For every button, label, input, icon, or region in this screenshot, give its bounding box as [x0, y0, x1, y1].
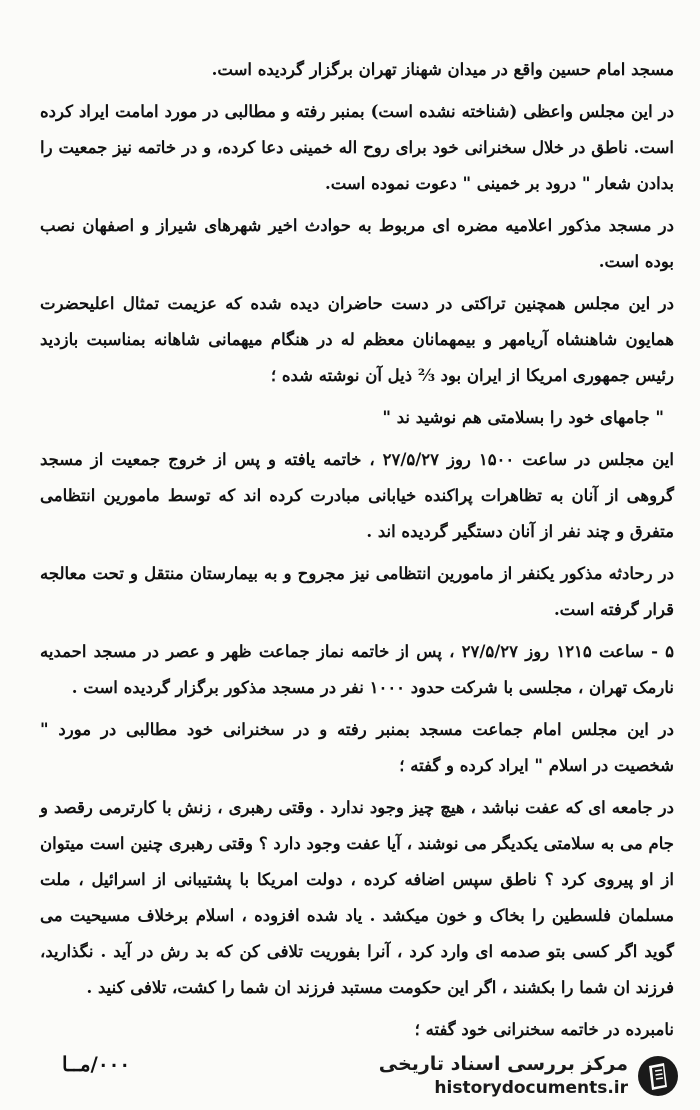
paragraph: نامبرده در خاتمه سخنرانی خود گفته ؛	[414, 1020, 674, 1039]
watermark-url: historydocuments.ir	[434, 1078, 628, 1098]
paragraph: این مجلس در ساعت ۱۵۰۰ روز ۲۷/۵/۲۷ ، خاتمه یافته و پس از خروج جمعیت از مسجد گروهی از آنان به تظاهرات پراکنده خیابانی مبادرت کرده اند که توسط مامورین انتظامی متفرق و چند نفر از آنان دستگیر گردیده اند .	[40, 450, 674, 541]
paragraph: مسجد امام حسین واقع در میدان شهناز تهران برگزار گردیده است.	[211, 60, 674, 79]
history-documents-logo-icon	[636, 1054, 680, 1098]
paragraph: ۵ - ساعت ۱۲۱۵ روز ۲۷/۵/۲۷ ، پس از خاتمه نماز جماعت ظهر و عصر در مسجد احمدیه نارمک تهران ، مجلسی با شرکت حدود ۱۰۰۰ نفر در مسجد مذکور برگزار گردیده است .	[40, 642, 674, 697]
paragraph: در جامعه ای که عفت نباشد ، هیچ چیز وجود ندارد . وقتی رهبری ، زنش با کارترمی رقصد و جام می به سلامتی یکدیگر می نوشند ، آیا عفت وجود دارد ؟ وقتی رهبری چنین است میتوان از او پیروی کرد ؟ ناطق سپس اضافه کرده ، دولت امریکا با پشتیبانی از اسرائیل ، ملت مسلمان فلسطین را بخاک و خون میکشد . یاد شده افزوده ، اسلام برخلاف مسیحیت می گوید اگر کسی بتو صدمه ای وارد کرد ، آنرا بفوریت تلافی کن که بد رش در آید . نگذارید، فرزند ان شما را بکشند ، اگر این حکومت مستبد فرزند ان شما را کشت، تلافی کنید .	[40, 798, 674, 997]
paragraph: در مسجد مذکور اعلامیه مضره ای مربوط به حوادث اخیر شهرهای شیراز و اصفهان نصب بوده است.	[40, 216, 674, 271]
paragraph: در این مجلس همچنین تراکتی در دست حاضران دیده شده که عزیمت تمثال اعلیحضرت همایون شاهنشاه آریامهر و بیمهمانان معظم له در هنگام میهمانی شاهانه بمناسبت بازدید رئیس جمهوری امریکا از ایران بود ⅔ ذیل آن نوشته شده ؛	[40, 294, 674, 385]
paragraph: در رحادثه مذکور یکنفر از مامورین انتظامی نیز مجروح و به بیمارستان منتقل و تحت معالجه قرار گرفته است.	[40, 564, 674, 619]
paragraph: در این مجلس واعظی (شناخته نشده است) بمنبر رفته و مطالبی در مورد امامت ایراد کرده است. ناطق در خلال سخنرانی خود برای روح اله خمینی دعا کرده، و در خاتمه نیز جمعیت را بدادن شعار " درود بر خمینی " دعوت نموده است.	[40, 102, 674, 193]
paragraph: در این مجلس امام جماعت مسجد بمنبر رفته و در سخنرانی خود مطالبی در مورد " شخصیت در اسلام " ایراد کرده و گفته ؛	[40, 720, 674, 775]
quoted-slogan: " جامهای خود را بسلامتی هم نوشید ند "	[382, 408, 664, 427]
watermark	[379, 1052, 680, 1100]
watermark-title: مرکز بررسی اسناد تاریخی	[378, 1053, 628, 1075]
page-number: ۰۰۰/مــا	[62, 1052, 131, 1076]
